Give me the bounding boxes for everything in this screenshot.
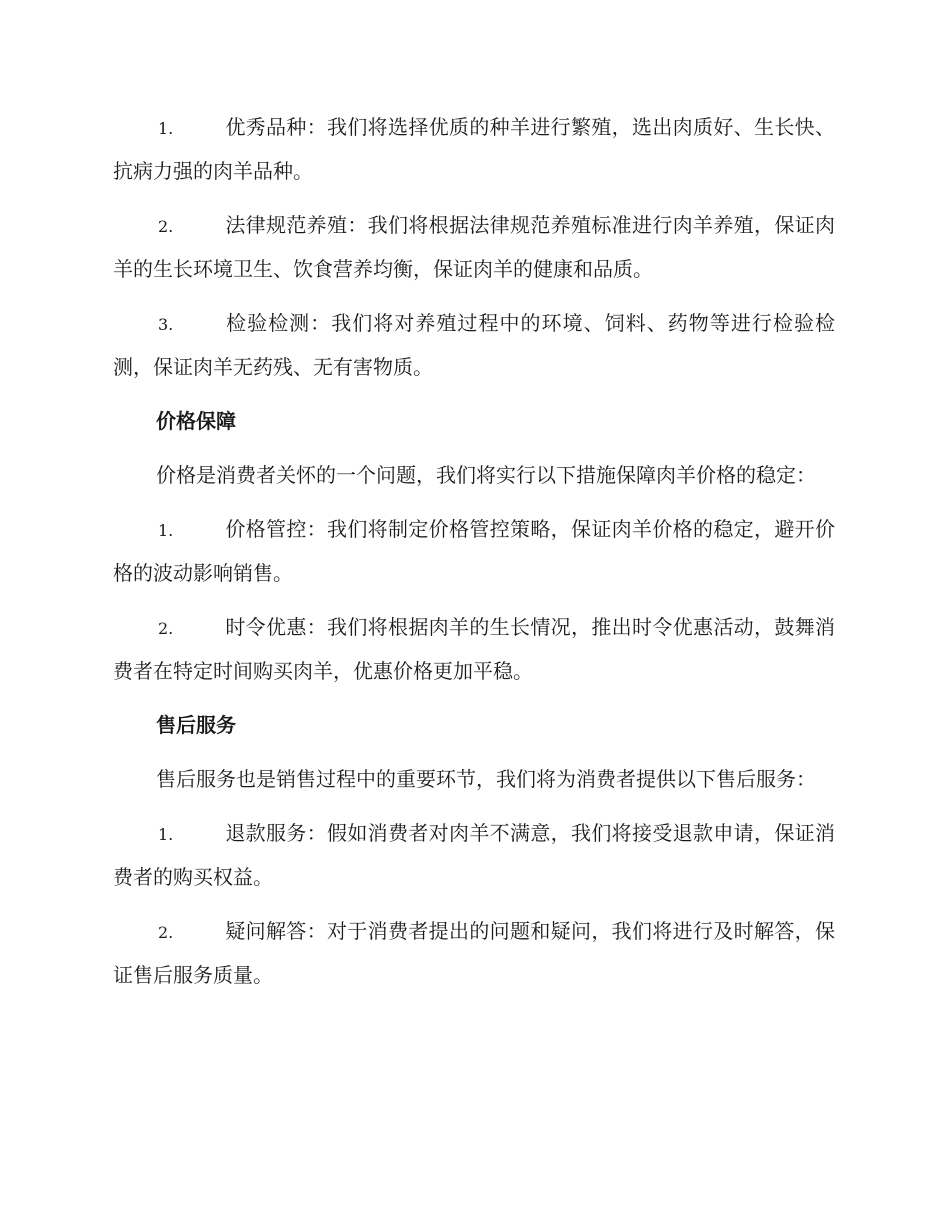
list-item-text: 检验检测：我们将对养殖过程中的环境、饲料、药物等进行检验检测，保证肉羊无药残、无有害物质。	[113, 311, 835, 379]
list-number: 2.	[158, 923, 174, 942]
list-number: 3.	[158, 315, 174, 334]
section-heading-price: 价格保障	[156, 409, 236, 433]
list-number: 1.	[158, 119, 174, 138]
section-intro-price: 价格是消费者关怀的一个问题，我们将实行以下措施保障肉羊价格的稳定：	[156, 463, 816, 487]
list-number: 2.	[158, 619, 174, 638]
list-item	[113, 812, 835, 899]
list-item-text: 优秀品种：我们将选择优质的种羊进行繁殖，选出肉质好、生长快、抗病力强的肉羊品种。	[113, 115, 835, 183]
list-number: 1.	[158, 521, 174, 540]
list-item-text: 法律规范养殖：我们将根据法律规范养殖标准进行肉羊养殖，保证肉羊的生长环境卫生、饮食营养均衡，保证肉羊的健康和品质。	[113, 213, 835, 281]
list-number: 2.	[158, 217, 174, 236]
section-intro-after-sales: 售后服务也是销售过程中的重要环节，我们将为消费者提供以下售后服务：	[156, 767, 816, 791]
section-heading-after-sales: 售后服务	[156, 713, 236, 737]
list-item	[113, 204, 835, 291]
list-item	[113, 606, 835, 693]
list-item-text: 疑问解答：对于消费者提出的问题和疑问，我们将进行及时解答，保证售后服务质量。	[113, 919, 835, 987]
list-item-text: 退款服务：假如消费者对肉羊不满意，我们将接受退款申请，保证消费者的购买权益。	[113, 821, 835, 889]
list-item-text: 时令优惠：我们将根据肉羊的生长情况，推出时令优惠活动，鼓舞消费者在特定时间购买肉羊，优惠价格更加平稳。	[113, 615, 835, 683]
list-item	[113, 508, 835, 595]
list-number: 1.	[158, 825, 174, 844]
document-body	[113, 106, 835, 1008]
list-item	[113, 910, 835, 997]
list-item-text: 价格管控：我们将制定价格管控策略，保证肉羊价格的稳定，避开价格的波动影响销售。	[113, 517, 835, 585]
list-item	[113, 106, 835, 193]
list-item	[113, 302, 835, 389]
